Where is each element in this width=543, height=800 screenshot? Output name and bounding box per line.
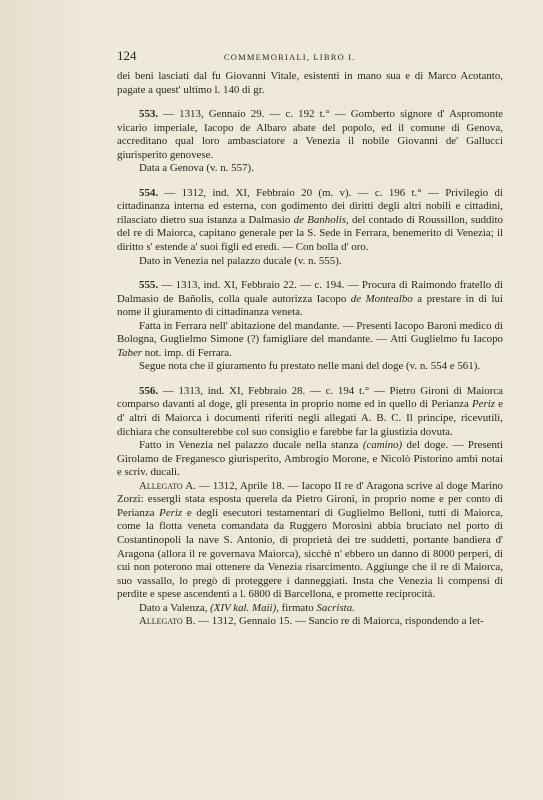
entry-555: 555. — 1313, ind. XI, Febbraio 22. — c. 194. — Procura di Raimondo fratello di Dalmasio de Bañolis, colla quale autorizza Iacopo de Montealbo a prestare in di lui nome il giuramento di cittadinanza veneta. (117, 279, 503, 319)
intro-paragraph: dei beni lasciati dal fu Giovanni Vitale, esistenti in mano sua e di Marco Acotanto, pagate a quest' ultimo l. 140 di gr. (117, 70, 503, 96)
entry-553: 553. — 1313, Gennaio 29. — c. 192 t.° — Gomberto signore d' Aspromonte vicario imperiale, Iacopo de Albaro abate del popolo, ed il comune di Genova, accreditano qual loro ambasciatore a Venezia il nobile Giovanni de' Gallucci giurisperito genovese. (117, 108, 503, 161)
allegato-a-dated: Dato a Valenza, (XIV kal. Maii), firmato Sacrista. (139, 601, 355, 614)
entry-555-place: Fatta in Ferrara nell' abitazione del mandante. — Presenti Iacopo Baroni medico di Bologna, Guglielmo Simone (?) famigliare del mandante. — Atti Guglielmo fu Iacopo Taber not. imp. di Ferrara. (117, 319, 503, 359)
entry-556-place: Fatto in Venezia nel palazzo ducale nella stanza (camino) del doge. — Presenti Girolamo de Freganesco giurisperito, Ambrogio Morone, e Nicolò Pistorino ambi notai e scriv. ducali. (117, 439, 503, 479)
entry-number: 555. (139, 279, 159, 292)
entry-number: 556. (139, 384, 159, 397)
page-number: 124 (117, 48, 137, 63)
entry-553-dated: Data a Genova (v. n. 557). (139, 162, 254, 175)
page-body (117, 70, 503, 629)
page-header (117, 48, 503, 70)
allegato-label: Allegato (139, 615, 183, 628)
allegato-label: Allegato (139, 479, 183, 492)
allegato-b: Allegato B. — 1312, Gennaio 15. — Sancio re di Maiorca, rispondendo a let- (139, 615, 484, 628)
entry-556: 556. — 1313, ind. XI, Febbraio 28. — c. 194 t.° — Pietro Gironi di Maiorca comparso davanti al doge, gli presenta in proprio nome ed in quello di Perianza Periz e d' altri di Maiorca i documenti riferiti negli allegati A. B. C. Il principe, ricevutili, dichiara che consulterebbe col suo consiglio e farebbe far la giustizia dovuta. (117, 384, 504, 438)
allegato-a: Allegato A. — 1312, Aprile 18. — Iacopo II re d' Aragona scrive al doge Marino Zorzi: essergli stata esposta querela da Pietro Gironi, in proprio nome e per conto di Perianza Periz e degli esecutori testamentari di Guglielmo Belloni, tutti di Maiorca, come la flotta veneta comandata da Ruggero Morosini abbia bruciato nel porto di Costantinopoli la nave S. Antonio, di proprietà dei tre suddetti, portante bandiera d' Aragona (allora il re governava Maiorca), sicchè n' ebbero un danno di 8000 perperi, di cui non poterono mai ottenere da Venezia risarcimento. Aggiunge che il re di Maiorca, suo vassallo, lo pregò di proteggere i danneggiati. Insta che Venezia li compensi di perdite e spese ascendenti a l. 6800 di Barcellona, e promette reciprocità. (117, 479, 503, 601)
entry-554-dated: Dato in Venezia nel palazzo ducale (v. n. 555). (139, 254, 342, 267)
entry-554: 554. — 1312, ind. XI, Febbraio 20 (m. v). — c. 196 t.° — Privilegio di cittadinanza interna ed esterna, con godimento dei diritti degli altri nobili e cittadini, rilasciato dietro sua istanza a Dalmasio de Banholis, del contado di Roussillon, suddito del re di Maiorca, capitano generale per la S. Sede in Ferrara, benemerito di Venezia; il diritto s' estende a' suoi figli ed eredi. — Con bolla d' oro. (117, 186, 503, 254)
entry-555-note: Segue nota che il giuramento fu prestato nelle mani del doge (v. n. 554 e 561). (139, 360, 481, 373)
running-title: COMMEMORIALI, LIBRO I. (223, 52, 356, 62)
entry-number: 554. (139, 186, 159, 199)
entry-number: 553. (139, 108, 159, 121)
